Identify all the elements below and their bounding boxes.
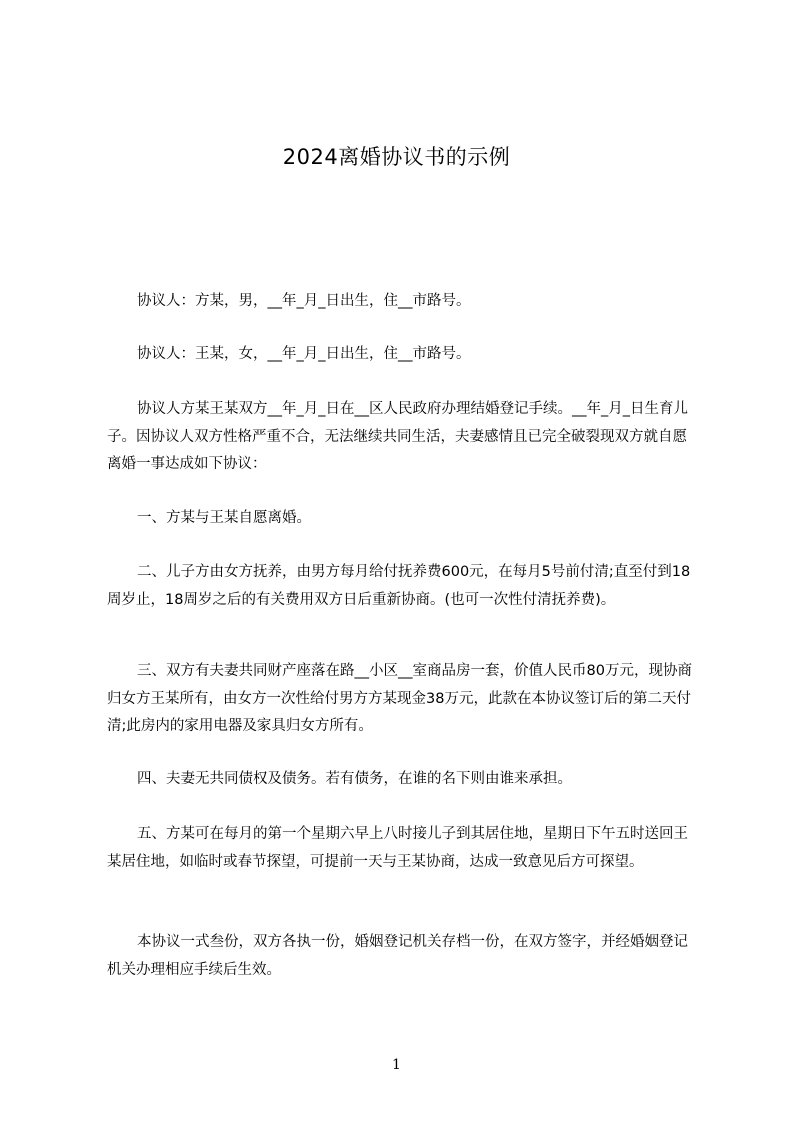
paragraph-party-a: 协议人：方某，男，__年_月_日出生，住__市路号。 [137, 293, 471, 309]
paragraph-clause-3: 三、双方有夫妻共同财产座落在路__小区__室商品房一套，价值人民币80万元，现协商归女方王某所有，由女方一次性给付男方方某现金38万元，此款在本协议签订后的第二天付清;此房内的家用电器及家具归女方所有。 [107, 663, 692, 734]
document-title: 2024离婚协议书的示例 [282, 145, 511, 169]
page-number: 1 [392, 1057, 401, 1073]
paragraph-preamble: 协议人方某王某双方__年_月_日在__区人民政府办理结婚登记手续。__年_月_日生育儿子。因协议人双方性格严重不合，无法继续共同生活，夫妻感情且已完全破裂现双方就自愿离婚一事达成如下协议： [107, 401, 688, 472]
paragraph-clause-2: 二、儿子方由女方抚养，由男方每月给付抚养费600元，在每月5号前付清;直至付到18周岁止，18周岁之后的有关费用双方日后重新协商。(也可一次性付清抚养费)。 [107, 564, 691, 608]
paragraph-clause-5: 五、方某可在每月的第一个星期六早上八时接儿子到其居住地，星期日下午五时送回王某居住地，如临时或春节探望，可提前一天与王某协商，达成一致意见后方可探望。 [107, 826, 688, 870]
paragraph-clause-4: 四、夫妻无共同债权及债务。若有债务，在谁的名下则由谁来承担。 [137, 771, 572, 787]
paragraph-party-b: 协议人：王某，女，__年_月_日出生，住__市路号。 [137, 346, 471, 362]
paragraph-closing: 本协议一式叁份，双方各执一份，婚姻登记机关存档一份，在双方签字，并经婚姻登记机关办理相应手续后生效。 [107, 934, 688, 978]
paragraph-clause-1: 一、方某与王某自愿离婚。 [137, 510, 311, 526]
